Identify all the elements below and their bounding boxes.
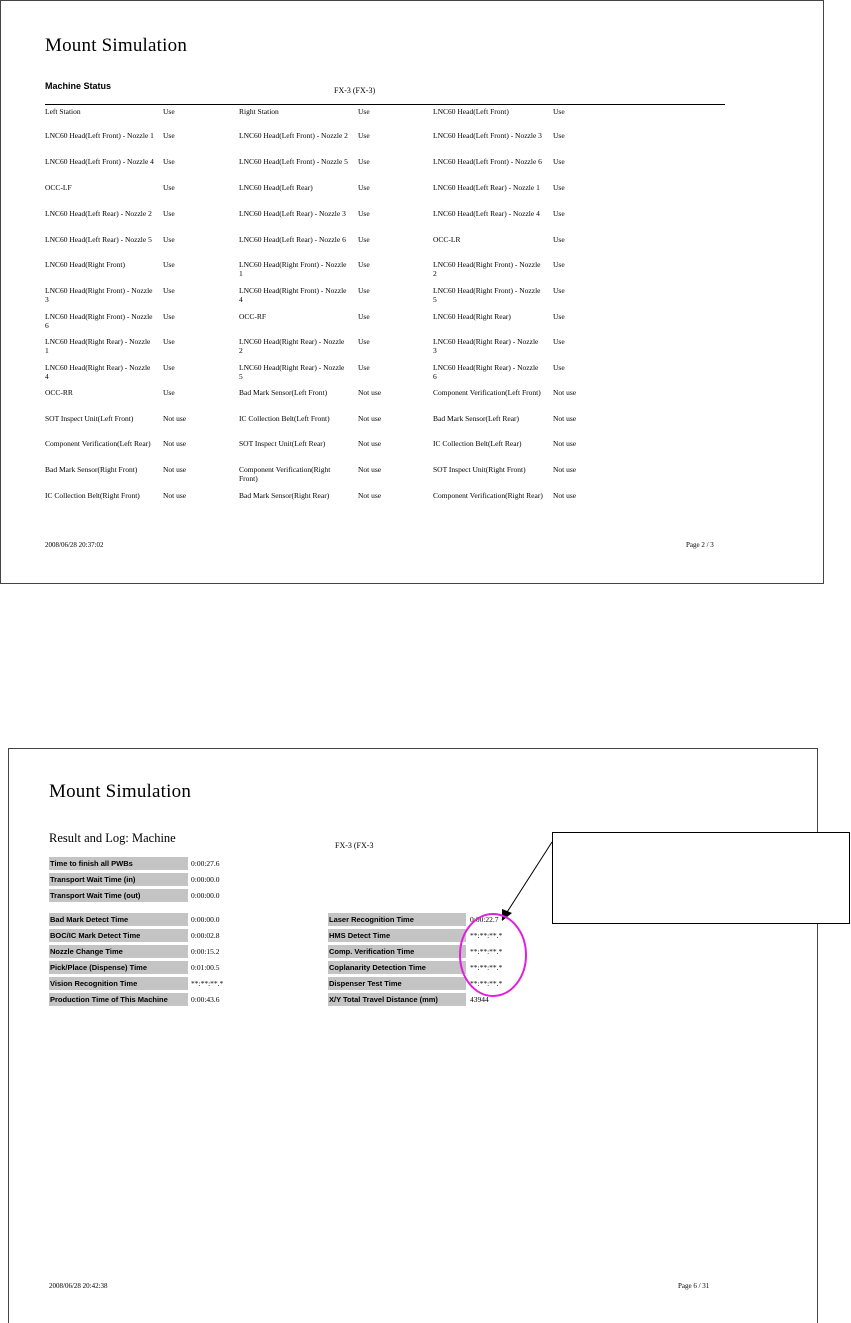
- status-item-value: Use: [163, 337, 175, 346]
- status-item-value: Use: [163, 260, 175, 269]
- footer-page-number: Page 6 / 31: [678, 1282, 710, 1290]
- status-item-value: Use: [163, 388, 175, 397]
- result-value: 0:00:00.0: [191, 891, 220, 900]
- status-item-value: Use: [163, 209, 175, 218]
- status-item-label: LNC60 Head(Right Rear) - Nozzle 2: [239, 337, 345, 355]
- status-item-value: Use: [358, 363, 370, 372]
- result-label: Coplanarity Detection Time: [328, 961, 466, 974]
- status-item-label: Bad Mark Sensor(Right Rear): [239, 491, 330, 500]
- result-label: Nozzle Change Time: [49, 945, 188, 958]
- footer-date: 2008/06/28 20:42:38: [49, 1282, 108, 1290]
- status-item-value: Use: [358, 235, 370, 244]
- status-item-value: Not use: [358, 414, 382, 423]
- status-item-label: LNC60 Head(Left Rear) - Nozzle 2: [45, 209, 152, 218]
- status-item-value: Use: [358, 209, 370, 218]
- status-item-label: LNC60 Head(Right Rear): [433, 312, 511, 321]
- status-item-label: LNC60 Head(Right Rear) - Nozzle 5: [239, 363, 345, 381]
- status-item-value: Use: [553, 337, 565, 346]
- status-item-label: LNC60 Head(Right Front): [45, 260, 125, 269]
- result-label: Comp. Verification Time: [328, 945, 466, 958]
- status-item-label: LNC60 Head(Left Front) - Nozzle 5: [239, 157, 348, 166]
- result-value: **:**:**.*: [470, 947, 503, 956]
- status-item-label: LNC60 Head(Right Rear) - Nozzle 3: [433, 337, 539, 355]
- page-title: Mount Simulation: [49, 781, 192, 802]
- status-item-label: Component Verification(Left Rear): [45, 439, 151, 448]
- status-item-label: Bad Mark Sensor(Right Front): [45, 465, 138, 474]
- status-item-value: Use: [163, 131, 175, 140]
- status-item-value: Use: [358, 107, 370, 116]
- status-item-value: Not use: [358, 491, 382, 500]
- status-item-value: Use: [163, 363, 175, 372]
- status-item-label: IC Collection Belt(Left Front): [239, 414, 330, 423]
- status-item-label: LNC60 Head(Right Front) - Nozzle 3: [45, 286, 153, 304]
- status-item-value: Not use: [358, 388, 382, 397]
- status-item-value: Not use: [553, 491, 577, 500]
- status-item-value: Not use: [163, 491, 187, 500]
- status-item-value: Not use: [163, 465, 187, 474]
- status-item-value: Use: [163, 183, 175, 192]
- status-item-label: Right Station: [239, 107, 279, 116]
- status-item-value: Use: [553, 363, 565, 372]
- status-item-label: IC Collection Belt(Left Rear): [433, 439, 522, 448]
- status-item-label: LNC60 Head(Right Rear) - Nozzle 6: [433, 363, 539, 381]
- result-value: 0:00:27.6: [191, 859, 220, 868]
- result-value: 0:01:00.5: [191, 963, 220, 972]
- status-item-value: Not use: [358, 439, 382, 448]
- status-item-label: LNC60 Head(Right Front) - Nozzle 5: [433, 286, 541, 304]
- status-item-label: Component Verification(Right Rear): [433, 491, 543, 500]
- section-heading: Machine Status: [45, 81, 112, 91]
- status-item-label: LNC60 Head(Left Rear) - Nozzle 5: [45, 235, 152, 244]
- status-item-value: Use: [163, 312, 175, 321]
- status-item-label: LNC60 Head(Left Front) - Nozzle 3: [433, 131, 542, 140]
- result-value: **:**:**.*: [470, 979, 503, 988]
- status-item-label: LNC60 Head(Left Rear) - Nozzle 4: [433, 209, 540, 218]
- status-item-label: OCC-LF: [45, 183, 72, 192]
- result-value: **:**:**.*: [191, 979, 224, 988]
- footer-page-number: Page 2 / 3: [686, 541, 714, 549]
- result-value: **:**:**.*: [470, 963, 503, 972]
- status-item-label: Bad Mark Sensor(Left Front): [239, 388, 328, 397]
- status-item-value: Use: [553, 235, 565, 244]
- status-item-label: SOT Inspect Unit(Left Rear): [239, 439, 326, 448]
- report-page-machine-status: [0, 0, 824, 584]
- status-item-value: Use: [553, 107, 565, 116]
- status-item-label: OCC-RR: [45, 388, 73, 397]
- result-label: Pick/Place (Dispense) Time: [49, 961, 188, 974]
- result-value: 0:00:43.6: [191, 995, 220, 1004]
- status-item-value: Not use: [358, 465, 382, 474]
- status-item-label: Bad Mark Sensor(Left Rear): [433, 414, 520, 423]
- result-label: Laser Recognition Time: [328, 913, 466, 926]
- status-item-label: LNC60 Head(Right Rear) - Nozzle 4: [45, 363, 151, 381]
- status-item-label: LNC60 Head(Left Front) - Nozzle 1: [45, 131, 154, 140]
- status-item-value: Use: [163, 157, 175, 166]
- result-label: Production Time of This Machine: [49, 993, 188, 1006]
- section-heading: Result and Log: Machine: [49, 831, 176, 845]
- result-label: Time to finish all PWBs: [49, 857, 188, 870]
- status-item-label: LNC60 Head(Right Front) - Nozzle 2: [433, 260, 541, 278]
- status-item-label: LNC60 Head(Right Front) - Nozzle 4: [239, 286, 347, 304]
- status-item-value: Use: [553, 131, 565, 140]
- result-label: Transport Wait Time (in): [49, 873, 188, 886]
- header-rule: [45, 104, 725, 105]
- result-label: Transport Wait Time (out): [49, 889, 188, 902]
- status-item-value: Not use: [553, 414, 577, 423]
- status-item-label: LNC60 Head(Left Front): [433, 107, 509, 116]
- status-item-label: SOT Inspect Unit(Left Front): [45, 414, 134, 423]
- result-value: 43944: [470, 995, 489, 1004]
- status-item-value: Use: [358, 183, 370, 192]
- status-item-label: IC Collection Belt(Right Front): [45, 491, 140, 500]
- result-label: HMS Detect Time: [328, 929, 466, 942]
- result-value: 0:00:15.2: [191, 947, 220, 956]
- result-value: 0:00:00.0: [191, 875, 220, 884]
- status-item-label: LNC60 Head(Right Front) - Nozzle 1: [239, 260, 347, 278]
- status-item-label: Left Station: [45, 107, 81, 116]
- result-label: Bad Mark Detect Time: [49, 913, 188, 926]
- result-label: X/Y Total Travel Distance (mm): [328, 993, 466, 1006]
- machine-model: FX-3 (FX-3: [335, 841, 374, 850]
- status-item-label: LNC60 Head(Left Front) - Nozzle 4: [45, 157, 154, 166]
- status-item-label: Component Verification(Left Front): [433, 388, 541, 397]
- result-value: **:**:**.*: [470, 931, 503, 940]
- result-value: 0:00:02.8: [191, 931, 220, 940]
- status-item-value: Not use: [163, 439, 187, 448]
- status-item-value: Use: [358, 131, 370, 140]
- status-item-value: Use: [163, 286, 175, 295]
- status-item-value: Use: [553, 312, 565, 321]
- result-label: Dispenser Test Time: [328, 977, 466, 990]
- status-item-value: Not use: [553, 465, 577, 474]
- machine-model: FX-3 (FX-3): [334, 86, 376, 95]
- status-item-value: Use: [358, 157, 370, 166]
- status-item-label: SOT Inspect Unit(Right Front): [433, 465, 526, 474]
- status-item-label: Component Verification(Right Front): [239, 465, 331, 483]
- status-item-value: Not use: [553, 388, 577, 397]
- status-item-label: OCC-LR: [433, 235, 461, 244]
- status-item-value: Use: [553, 286, 565, 295]
- callout-box: [552, 832, 850, 924]
- status-item-value: Use: [553, 183, 565, 192]
- status-item-label: LNC60 Head(Left Rear): [239, 183, 313, 192]
- status-item-value: Not use: [553, 439, 577, 448]
- status-item-label: LNC60 Head(Left Front) - Nozzle 6: [433, 157, 542, 166]
- result-label: BOC/IC Mark Detect Time: [49, 929, 188, 942]
- status-item-value: Use: [358, 337, 370, 346]
- status-item-value: Use: [553, 157, 565, 166]
- result-value: 0:00:00.0: [191, 915, 220, 924]
- status-item-label: LNC60 Head(Right Rear) - Nozzle 1: [45, 337, 151, 355]
- footer-date: 2008/06/28 20:37:02: [45, 541, 104, 549]
- status-item-label: LNC60 Head(Left Front) - Nozzle 2: [239, 131, 348, 140]
- status-item-value: Use: [553, 209, 565, 218]
- status-item-label: LNC60 Head(Left Rear) - Nozzle 6: [239, 235, 346, 244]
- status-item-value: Use: [358, 260, 370, 269]
- status-item-value: Use: [358, 286, 370, 295]
- result-label: Vision Recognition Time: [49, 977, 188, 990]
- status-item-value: Use: [163, 107, 175, 116]
- status-item-label: LNC60 Head(Left Rear) - Nozzle 3: [239, 209, 346, 218]
- status-item-value: Use: [553, 260, 565, 269]
- status-item-label: LNC60 Head(Right Front) - Nozzle 6: [45, 312, 153, 330]
- page-title: Mount Simulation: [45, 35, 188, 56]
- status-item-label: OCC-RF: [239, 312, 267, 321]
- result-value: 0:00:22.7: [470, 915, 499, 924]
- status-item-value: Use: [358, 312, 370, 321]
- status-item-value: Not use: [163, 414, 187, 423]
- status-item-value: Use: [163, 235, 175, 244]
- status-item-label: LNC60 Head(Left Rear) - Nozzle 1: [433, 183, 540, 192]
